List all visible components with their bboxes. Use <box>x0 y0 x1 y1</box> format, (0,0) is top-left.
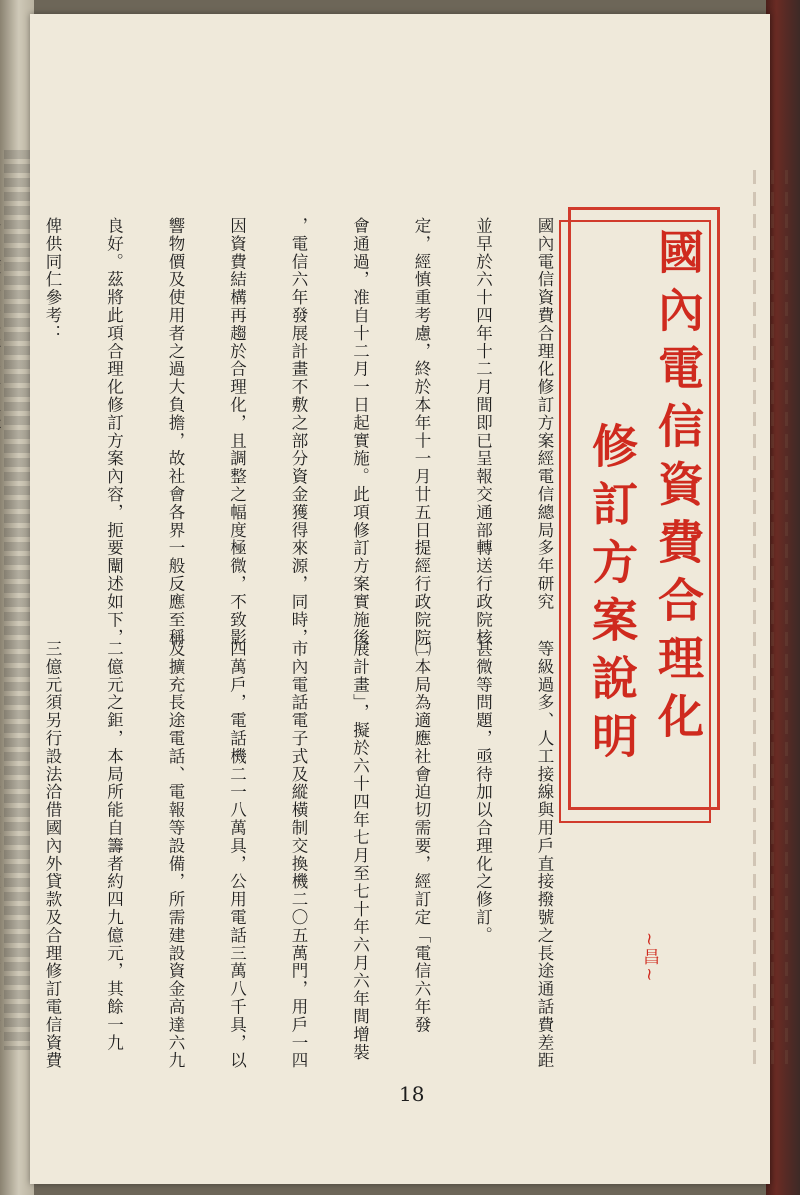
article-title-line1: 國內電信資費合理化 <box>651 228 705 750</box>
body-line: 並早於六十四年十二月間即已呈報交通部轉送行政院核 <box>473 217 493 647</box>
article-title-line2: 修訂方案說明 <box>585 422 639 770</box>
body-line: 因資費結構再趨於合理化，且調整之幅度極微，不致影 <box>227 217 247 647</box>
section-heading-1 <box>0 217 1 642</box>
body-line: ，電信六年發展計畫不敷之部分資金獲得來源，同時， <box>289 217 308 647</box>
body-line: 及擴充長途電話、電報等設備，所需建設資金高達六九 <box>166 640 185 1070</box>
body-line: 三億元須另行設法洽借國內外貸款及合理修訂電信資費 <box>43 640 62 1070</box>
page-number: 18 <box>399 1082 425 1106</box>
show-through-text <box>785 170 788 1070</box>
body-line: 市內電話電子式及縱橫制交換機二〇五萬門，用戶一四 <box>289 640 308 1070</box>
body-line: 會通過，准自十二月一日起實施。此項修訂方案實施後 <box>350 217 370 647</box>
show-through-text <box>753 170 756 1070</box>
author-name: ~昌~ <box>639 932 659 984</box>
article-body-lower <box>0 640 595 1110</box>
body-line: 俾供同仁參考： <box>43 217 62 343</box>
body-line: ㈡本局為適應社會迫切需要，經訂定「電信六年發 <box>412 640 431 1034</box>
body-line: 二億元之鉅，本局所能自籌者約四九億元，其餘一九 <box>104 640 124 1052</box>
body-line: 四萬戶，電話機二一八萬具，公用電話三萬八千具，以 <box>227 640 247 1070</box>
body-line <box>0 640 1 1110</box>
show-through-text <box>771 170 774 1070</box>
body-line: 定，經慎重考慮，終於本年十一月廿五日提經行政院院 <box>412 217 431 647</box>
body-line: 展計畫」，擬於六十四年七月至七十年六月六年間增裝 <box>350 640 370 1062</box>
body-line: 等級過多、人工接線與用戶直接撥號之長途通話費差距 <box>535 640 554 1070</box>
body-line: 國內電信資費合理化修訂方案經電信總局多年研究 <box>535 217 554 611</box>
body-line: 良好。茲將此項合理化修訂方案內容，扼要闡述如下， <box>104 217 124 647</box>
body-line: 響物價及使用者之過大負擔，故社會各界一般反應至稱 <box>166 217 185 647</box>
body-line: 甚微等問題，亟待加以合理化之修訂。 <box>473 640 493 945</box>
article-body-upper <box>0 217 595 647</box>
